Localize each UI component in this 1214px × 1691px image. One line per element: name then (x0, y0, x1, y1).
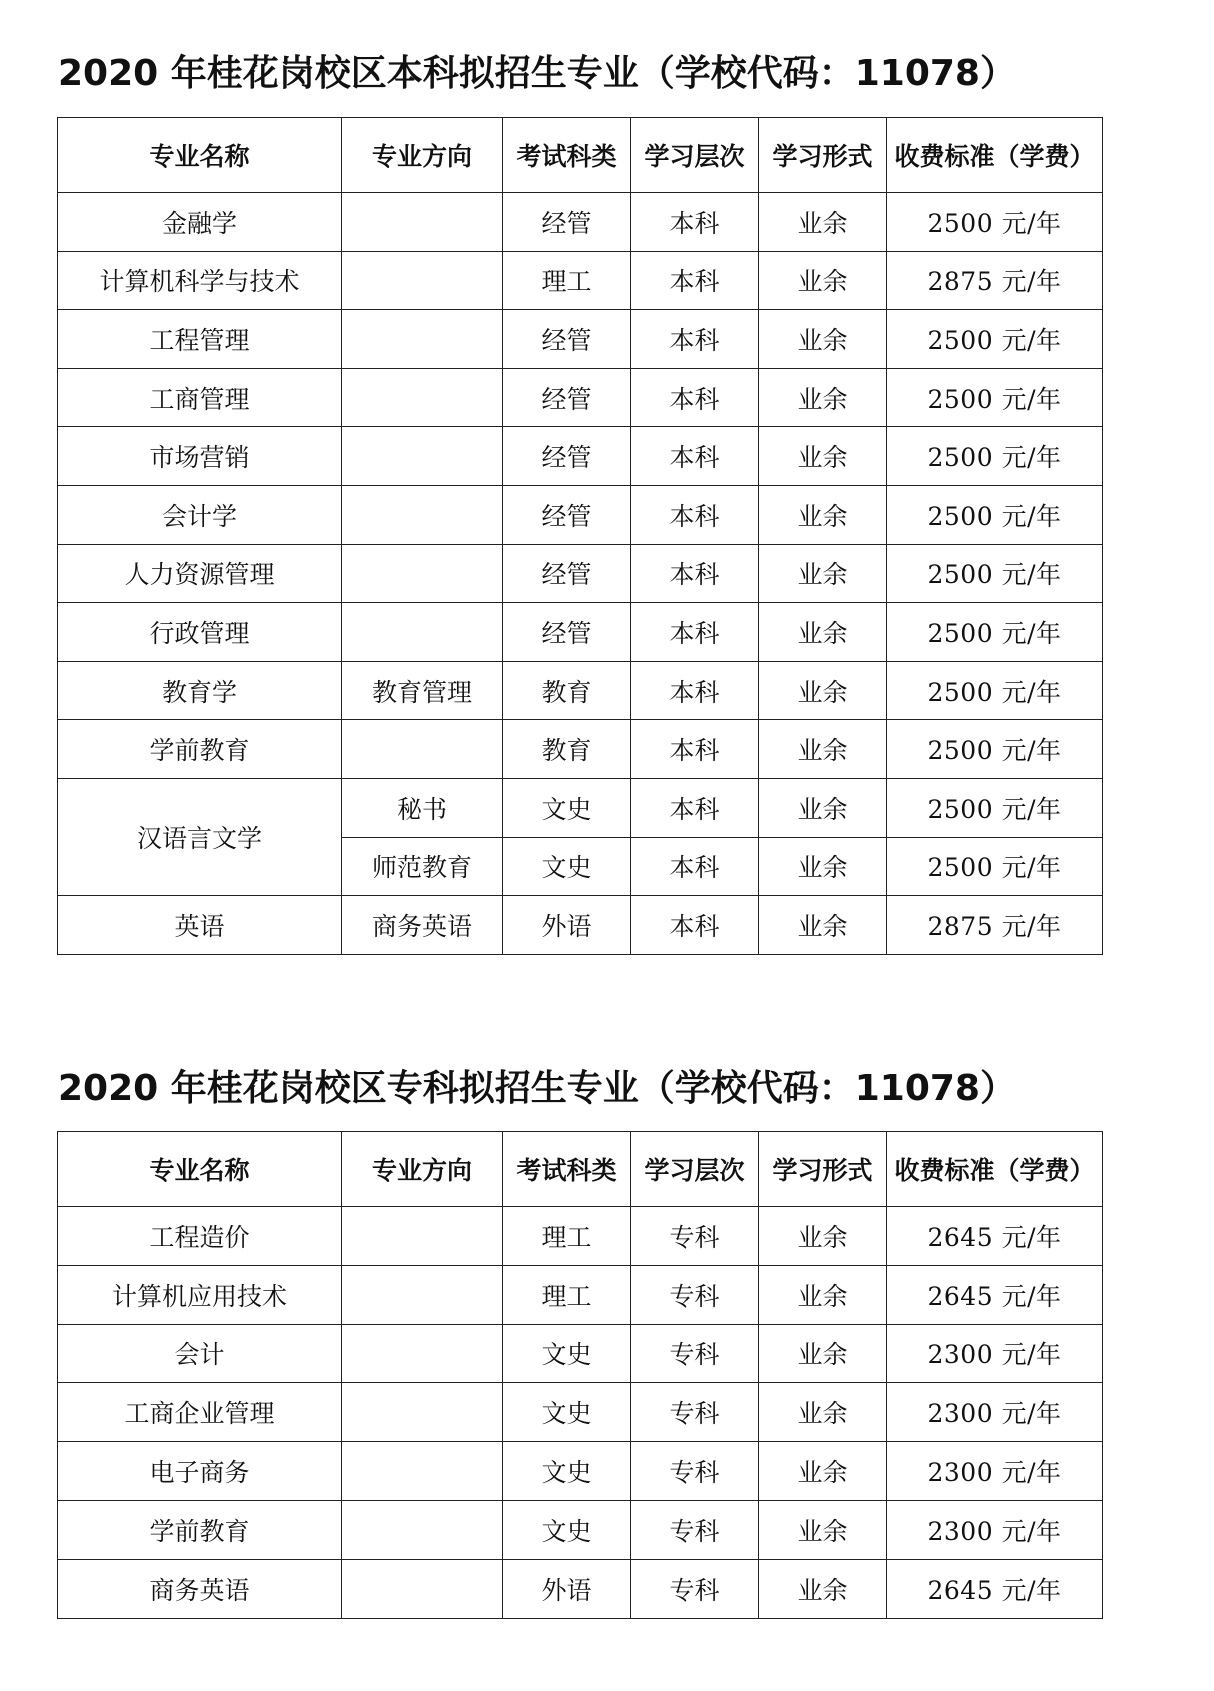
study-level: 本科 (631, 603, 759, 662)
header-study-level: 学习层次 (631, 1132, 759, 1207)
exam-category: 经管 (503, 427, 631, 486)
study-form: 业余 (759, 1324, 887, 1383)
major-name: 工商企业管理 (58, 1383, 342, 1442)
tuition-fee: 2875 元/年 (887, 896, 1103, 955)
table-row (58, 603, 1103, 662)
study-level: 本科 (631, 427, 759, 486)
exam-category: 经管 (503, 544, 631, 603)
major-direction (342, 720, 503, 779)
study-form: 业余 (759, 427, 887, 486)
tuition-fee: 2500 元/年 (887, 310, 1103, 369)
table-header-row (58, 1132, 1103, 1207)
header-study-level: 学习层次 (631, 118, 759, 193)
study-level: 本科 (631, 720, 759, 779)
tuition-fee: 2875 元/年 (887, 251, 1103, 310)
major-name: 计算机科学与技术 (58, 251, 342, 310)
header-major-name: 专业名称 (58, 1132, 342, 1207)
study-level: 本科 (631, 896, 759, 955)
tuition-fee: 2645 元/年 (887, 1559, 1103, 1618)
study-level: 专科 (631, 1207, 759, 1266)
study-form: 业余 (759, 1265, 887, 1324)
exam-category: 教育 (503, 720, 631, 779)
major-name: 会计 (58, 1324, 342, 1383)
major-direction (342, 1442, 503, 1501)
study-form: 业余 (759, 661, 887, 720)
major-name: 英语 (58, 896, 342, 955)
table-row (58, 1324, 1103, 1383)
table-row (58, 1442, 1103, 1501)
table-row (58, 1207, 1103, 1266)
study-level: 专科 (631, 1383, 759, 1442)
table-row (58, 1265, 1103, 1324)
study-form: 业余 (759, 837, 887, 896)
exam-category: 经管 (503, 368, 631, 427)
header-direction: 专业方向 (342, 118, 503, 193)
table-row (58, 1383, 1103, 1442)
major-direction (342, 310, 503, 369)
major-direction (342, 1500, 503, 1559)
table-row (58, 1559, 1103, 1618)
header-study-form: 学习形式 (759, 1132, 887, 1207)
study-form: 业余 (759, 1442, 887, 1501)
study-level: 本科 (631, 778, 759, 837)
study-level: 专科 (631, 1265, 759, 1324)
study-form: 业余 (759, 778, 887, 837)
exam-category: 经管 (503, 310, 631, 369)
undergrad-majors-table (57, 117, 1103, 955)
study-form: 业余 (759, 1383, 887, 1442)
study-level: 本科 (631, 193, 759, 252)
tuition-fee: 2500 元/年 (887, 193, 1103, 252)
table-row (58, 368, 1103, 427)
major-name: 金融学 (58, 193, 342, 252)
major-name: 市场营销 (58, 427, 342, 486)
tuition-fee: 2500 元/年 (887, 427, 1103, 486)
major-direction (342, 251, 503, 310)
undergrad-title: 2020 年桂花岗校区本科拟招生专业（学校代码：11078） (58, 53, 1016, 94)
study-form: 业余 (759, 603, 887, 662)
study-level: 本科 (631, 661, 759, 720)
header-exam-category: 考试科类 (503, 1132, 631, 1207)
table-row (58, 544, 1103, 603)
study-form: 业余 (759, 193, 887, 252)
study-form: 业余 (759, 1500, 887, 1559)
table-row (58, 485, 1103, 544)
table-row (58, 310, 1103, 369)
major-name: 商务英语 (58, 1559, 342, 1618)
study-level: 本科 (631, 544, 759, 603)
tuition-fee: 2300 元/年 (887, 1324, 1103, 1383)
study-level: 本科 (631, 310, 759, 369)
exam-category: 教育 (503, 661, 631, 720)
study-form: 业余 (759, 251, 887, 310)
exam-category: 文史 (503, 837, 631, 896)
major-direction: 教育管理 (342, 661, 503, 720)
major-name: 会计学 (58, 485, 342, 544)
major-name: 学前教育 (58, 1500, 342, 1559)
major-direction (342, 485, 503, 544)
table-row (58, 1500, 1103, 1559)
header-direction: 专业方向 (342, 1132, 503, 1207)
major-direction: 商务英语 (342, 896, 503, 955)
tuition-fee: 2500 元/年 (887, 485, 1103, 544)
major-name: 电子商务 (58, 1442, 342, 1501)
exam-category: 理工 (503, 251, 631, 310)
study-form: 业余 (759, 1559, 887, 1618)
major-direction (342, 1559, 503, 1618)
major-name: 工程造价 (58, 1207, 342, 1266)
exam-category: 经管 (503, 603, 631, 662)
tuition-fee: 2500 元/年 (887, 720, 1103, 779)
tuition-fee: 2500 元/年 (887, 778, 1103, 837)
study-form: 业余 (759, 485, 887, 544)
exam-category: 外语 (503, 1559, 631, 1618)
exam-category: 文史 (503, 1442, 631, 1501)
table-row (58, 661, 1103, 720)
major-name: 教育学 (58, 661, 342, 720)
major-name: 学前教育 (58, 720, 342, 779)
major-name: 人力资源管理 (58, 544, 342, 603)
major-direction (342, 193, 503, 252)
major-direction (342, 1265, 503, 1324)
study-form: 业余 (759, 310, 887, 369)
major-direction (342, 603, 503, 662)
table-row (58, 896, 1103, 955)
tuition-fee: 2300 元/年 (887, 1500, 1103, 1559)
study-level: 本科 (631, 485, 759, 544)
study-form: 业余 (759, 368, 887, 427)
major-name: 工商管理 (58, 368, 342, 427)
header-tuition: 收费标准（学费） (887, 1132, 1103, 1207)
study-form: 业余 (759, 720, 887, 779)
tuition-fee: 2300 元/年 (887, 1442, 1103, 1501)
study-level: 专科 (631, 1500, 759, 1559)
tuition-fee: 2300 元/年 (887, 1383, 1103, 1442)
study-level: 本科 (631, 837, 759, 896)
exam-category: 外语 (503, 896, 631, 955)
study-level: 本科 (631, 368, 759, 427)
exam-category: 理工 (503, 1265, 631, 1324)
college-title: 2020 年桂花岗校区专科拟招生专业（学校代码：11078） (58, 1068, 1016, 1109)
tuition-fee: 2500 元/年 (887, 837, 1103, 896)
table-row (58, 778, 1103, 837)
major-name: 工程管理 (58, 310, 342, 369)
header-study-form: 学习形式 (759, 118, 887, 193)
study-level: 专科 (631, 1442, 759, 1501)
header-exam-category: 考试科类 (503, 118, 631, 193)
major-name: 行政管理 (58, 603, 342, 662)
tuition-fee: 2645 元/年 (887, 1265, 1103, 1324)
major-name: 计算机应用技术 (58, 1265, 342, 1324)
tuition-fee: 2500 元/年 (887, 368, 1103, 427)
study-level: 专科 (631, 1559, 759, 1618)
exam-category: 理工 (503, 1207, 631, 1266)
major-direction (342, 427, 503, 486)
exam-category: 文史 (503, 778, 631, 837)
study-form: 业余 (759, 1207, 887, 1266)
major-direction (342, 544, 503, 603)
exam-category: 文史 (503, 1324, 631, 1383)
exam-category: 文史 (503, 1500, 631, 1559)
study-form: 业余 (759, 896, 887, 955)
major-direction (342, 1383, 503, 1442)
college-majors-table (57, 1131, 1103, 1619)
exam-category: 经管 (503, 485, 631, 544)
table-row (58, 427, 1103, 486)
major-direction: 秘书 (342, 778, 503, 837)
table-row (58, 251, 1103, 310)
study-form: 业余 (759, 544, 887, 603)
tuition-fee: 2500 元/年 (887, 544, 1103, 603)
study-level: 本科 (631, 251, 759, 310)
exam-category: 经管 (503, 193, 631, 252)
tuition-fee: 2500 元/年 (887, 603, 1103, 662)
major-direction: 师范教育 (342, 837, 503, 896)
header-major-name: 专业名称 (58, 118, 342, 193)
major-direction (342, 1324, 503, 1383)
major-direction (342, 1207, 503, 1266)
tuition-fee: 2645 元/年 (887, 1207, 1103, 1266)
major-direction (342, 368, 503, 427)
table-row (58, 193, 1103, 252)
header-tuition: 收费标准（学费） (887, 118, 1103, 193)
exam-category: 文史 (503, 1383, 631, 1442)
table-row (58, 720, 1103, 779)
table-header-row (58, 118, 1103, 193)
tuition-fee: 2500 元/年 (887, 661, 1103, 720)
major-name: 汉语言文学 (58, 778, 342, 895)
study-level: 专科 (631, 1324, 759, 1383)
